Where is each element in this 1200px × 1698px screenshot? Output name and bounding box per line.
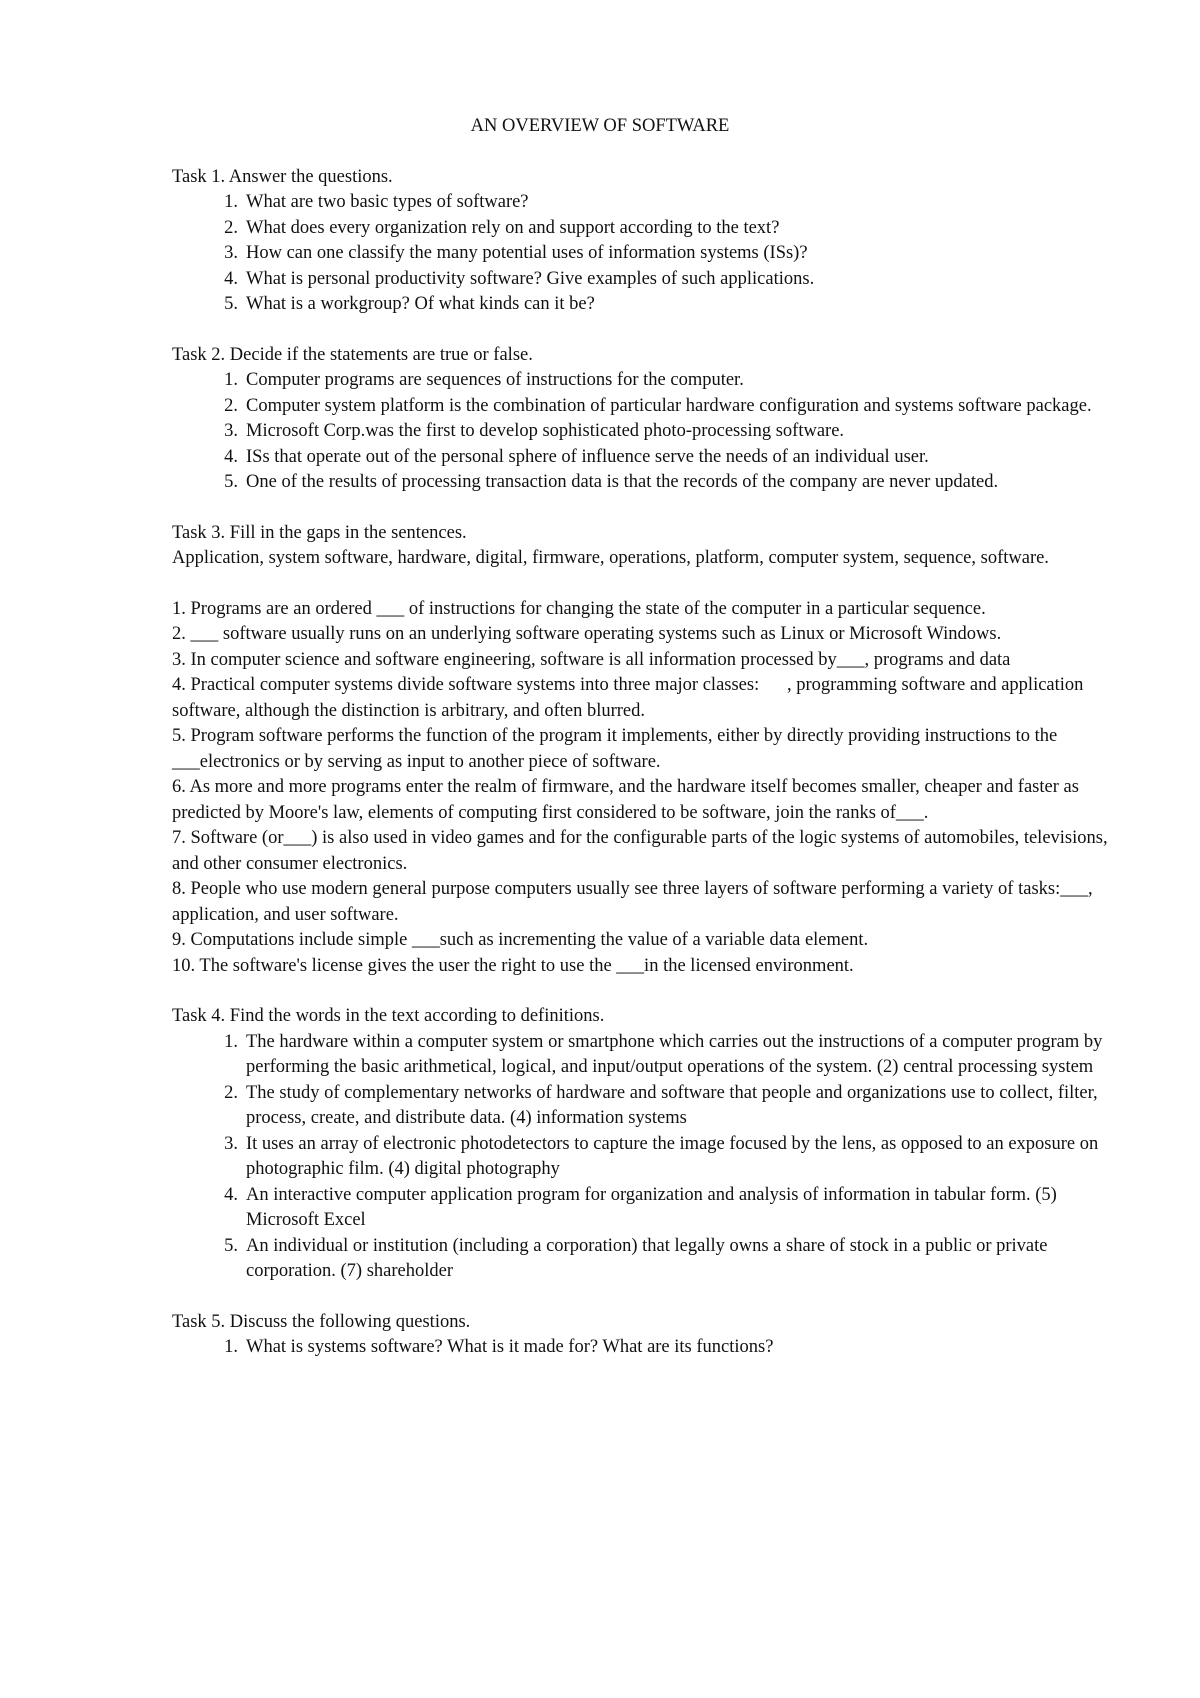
list-item <box>172 292 1132 318</box>
gap-sentence: 8. People who use modern general purpose computers usually see three layers of software performing a variety of tasks:___, application, and user software. <box>172 879 1093 925</box>
gap-sentence: 7. Software (or___) is also used in video games and for the configurable parts of the logic systems of automobiles, televisions, and other consumer electronics. <box>172 828 1108 874</box>
list-number: 4. <box>224 446 238 467</box>
list-text: It uses an array of electronic photodetectors to capture the image focused by the lens, as opposed to an exposure on photographic film. (4) digital photography <box>246 1133 1099 1179</box>
list-number: 1. <box>224 192 238 212</box>
gap-sentence: 5. Program software performs the function of the program it implements, either by directly providing instructions to the ___electronics or by serving as input to another piece of software. <box>172 726 1058 772</box>
list-item <box>172 394 1132 420</box>
gap-sentence: 4. Practical computer systems divide software systems into three major classes: , programming software and application software, although the distinction is arbitrary, and often blurred. <box>172 675 1089 721</box>
list-text: An individual or institution (including a corporation) that legally owns a share of stock in a public or private corporation. (7) shareholder <box>246 1235 1048 1281</box>
list-item <box>172 1335 1132 1361</box>
list-text: Computer system platform is the combination of particular hardware configuration and systems software package. <box>246 395 1092 416</box>
gap-sentence: 3. In computer science and software engineering, software is all information processed by___, programs and data <box>172 649 1011 670</box>
document-page <box>172 114 1132 1386</box>
task3-section <box>172 521 1132 980</box>
list-item <box>172 445 1132 471</box>
task2-heading: Task 2. Decide if the statements are true or false. <box>172 344 533 365</box>
task5-section <box>172 1310 1132 1361</box>
list-text: One of the results of processing transaction data is that the records of the company are never updated. <box>246 472 999 492</box>
gap-sentence: 6. As more and more programs enter the realm of firmware, and the hardware itself becomes smaller, cheaper and faster as predicted by Moore's law, elements of computing first considered to be software, join the ranks of___. <box>172 777 1079 823</box>
list-number: 5. <box>224 472 238 492</box>
list-item <box>172 1081 1132 1132</box>
list-number: 2. <box>224 395 238 416</box>
list-item <box>172 1234 1132 1285</box>
list-item <box>172 470 1132 496</box>
list-text: What is a workgroup? Of what kinds can it be? <box>246 294 595 314</box>
document-title: AN OVERVIEW OF SOFTWARE <box>470 116 730 136</box>
gap-sentence: 1. Programs are an ordered ___ of instructions for changing the state of the computer in a particular sequence. <box>172 598 986 619</box>
list-text: The hardware within a computer system or smartphone which carries out the instructions of a computer program by performing the basic arithmetical, logical, and input/output operations of the system. (2) central processing system <box>246 1031 1103 1077</box>
list-text: What does every organization rely on and support according to the text? <box>246 217 780 238</box>
task3-heading: Task 3. Fill in the gaps in the sentences. <box>172 522 467 543</box>
list-number: 3. <box>224 421 238 441</box>
task1-section <box>172 165 1132 318</box>
task2-section <box>172 343 1132 496</box>
task4-list <box>172 1030 1132 1285</box>
task1-heading: Task 1. Answer the questions. <box>172 166 393 187</box>
list-item <box>172 267 1132 293</box>
task4-section <box>172 1004 1132 1285</box>
list-number: 4. <box>224 1184 238 1205</box>
list-text: What is systems software? What is it made for? What are its functions? <box>246 1337 774 1357</box>
list-number: 3. <box>224 1133 238 1154</box>
list-number: 1. <box>224 1031 238 1052</box>
list-item <box>172 1183 1132 1234</box>
task5-list <box>172 1335 1132 1361</box>
gap-sentence: 10. The software's license gives the user the right to use the ___in the licensed environment. <box>172 955 854 976</box>
list-text: Microsoft Corp.was the first to develop sophisticated photo-processing software. <box>246 421 845 441</box>
list-item <box>172 1030 1132 1081</box>
list-item <box>172 368 1132 394</box>
task3-sentences <box>172 597 1132 980</box>
list-item <box>172 419 1132 445</box>
list-text: An interactive computer application program for organization and analysis of information in tabular form. (5) Microsoft Excel <box>246 1184 1057 1230</box>
list-item <box>172 241 1132 267</box>
list-text: What are two basic types of software? <box>246 192 529 212</box>
list-item <box>172 216 1132 242</box>
list-number: 1. <box>224 370 238 390</box>
list-number: 1. <box>224 1337 238 1357</box>
task1-list <box>172 190 1132 318</box>
list-item <box>172 190 1132 216</box>
list-text: The study of complementary networks of hardware and software that people and organizations use to collect, filter, process, create, and distribute data. (4) information systems <box>246 1082 1098 1128</box>
list-number: 4. <box>224 268 238 289</box>
list-text: How can one classify the many potential uses of information systems (ISs)? <box>246 243 808 263</box>
task3-wordlist: Application, system software, hardware, digital, firmware, operations, platform, computer system, sequence, software. <box>172 548 1049 568</box>
gap-sentence: 2. ___ software usually runs on an underlying software operating systems such as Linux or Microsoft Windows. <box>172 624 1002 644</box>
task5-heading: Task 5. Discuss the following questions. <box>172 1311 471 1332</box>
list-number: 2. <box>224 217 238 238</box>
list-text: What is personal productivity software? Give examples of such applications. <box>246 268 815 289</box>
list-number: 5. <box>224 1235 238 1256</box>
list-item <box>172 1132 1132 1183</box>
gap-sentence: 9. Computations include simple ___such as incrementing the value of a variable data element. <box>172 930 869 950</box>
task2-list <box>172 368 1132 496</box>
list-number: 3. <box>224 243 238 263</box>
task4-heading: Task 4. Find the words in the text according to definitions. <box>172 1006 605 1026</box>
list-number: 5. <box>224 294 238 314</box>
list-text: ISs that operate out of the personal sphere of influence serve the needs of an individual user. <box>246 446 929 467</box>
list-number: 2. <box>224 1082 238 1103</box>
list-text: Computer programs are sequences of instructions for the computer. <box>246 370 744 390</box>
